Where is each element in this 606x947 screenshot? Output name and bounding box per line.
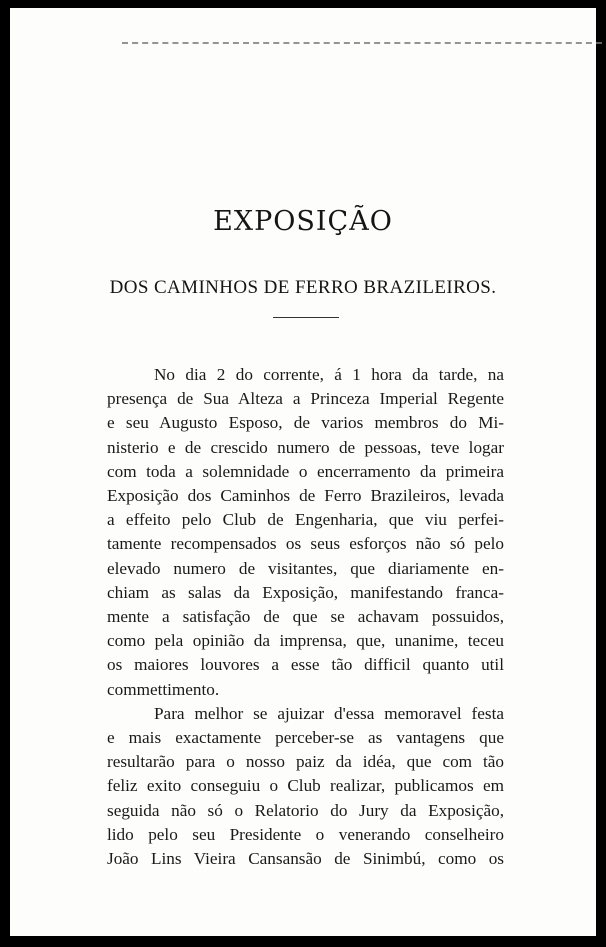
page-top-edge-rule bbox=[122, 42, 602, 44]
text-line: mente a satisfação de que se achavam possuidos, bbox=[107, 607, 504, 627]
page-subtitle: DOS CAMINHOS DE FERRO BRAZILEIROS. bbox=[109, 277, 497, 298]
text-line: como pela opinião da imprensa, que, unanime, teceu bbox=[107, 631, 504, 651]
title-divider bbox=[273, 317, 339, 318]
text-line: tamente recompensados os seus esforços não só pelo bbox=[107, 534, 504, 554]
text-line: com toda a solemnidade o encerramento da primeira bbox=[107, 461, 504, 481]
text-line: commettimento. bbox=[107, 679, 220, 699]
page-title: EXPOSIÇÃO bbox=[213, 206, 393, 237]
body-text bbox=[107, 363, 504, 871]
text-line: nisterio e de crescido numero de pessoas, teve logar bbox=[107, 437, 504, 457]
text-line: e seu Augusto Esposo, de varios membros do Mi- bbox=[107, 413, 504, 433]
text-line: João Lins Vieira Cansansão de Sinimbú, como os bbox=[107, 849, 504, 869]
text-line: lido pelo seu Presidente o venerando conselheiro bbox=[107, 824, 504, 844]
text-line: chiam as salas da Exposição, manifestando franca- bbox=[107, 582, 504, 602]
text-line: seguida não só o Relatorio do Jury da Exposição, bbox=[107, 800, 504, 820]
text-line: a effeito pelo Club de Engenharia, que viu perfei- bbox=[107, 510, 504, 530]
text-line: e mais exactamente perceber-se as vantagens que bbox=[107, 728, 504, 748]
text-line: Para melhor se ajuizar d'essa memoravel festa bbox=[154, 703, 504, 723]
text-line: presença de Sua Alteza a Princeza Imperial Regente bbox=[107, 389, 504, 409]
text-line: elevado numero de visitantes, que diariamente en- bbox=[107, 558, 504, 578]
text-line: feliz exito conseguiu o Club realizar, publicamos em bbox=[107, 776, 504, 796]
text-line: resultarão para o nosso paiz da idéa, que com tão bbox=[107, 752, 504, 772]
text-line: os maiores louvores a esse tão difficil quanto util bbox=[107, 655, 504, 675]
text-line: No dia 2 do corrente, á 1 hora da tarde, na bbox=[154, 365, 504, 384]
book-page bbox=[10, 8, 596, 936]
text-line: Exposição dos Caminhos de Ferro Brazileiros, levada bbox=[107, 486, 504, 506]
